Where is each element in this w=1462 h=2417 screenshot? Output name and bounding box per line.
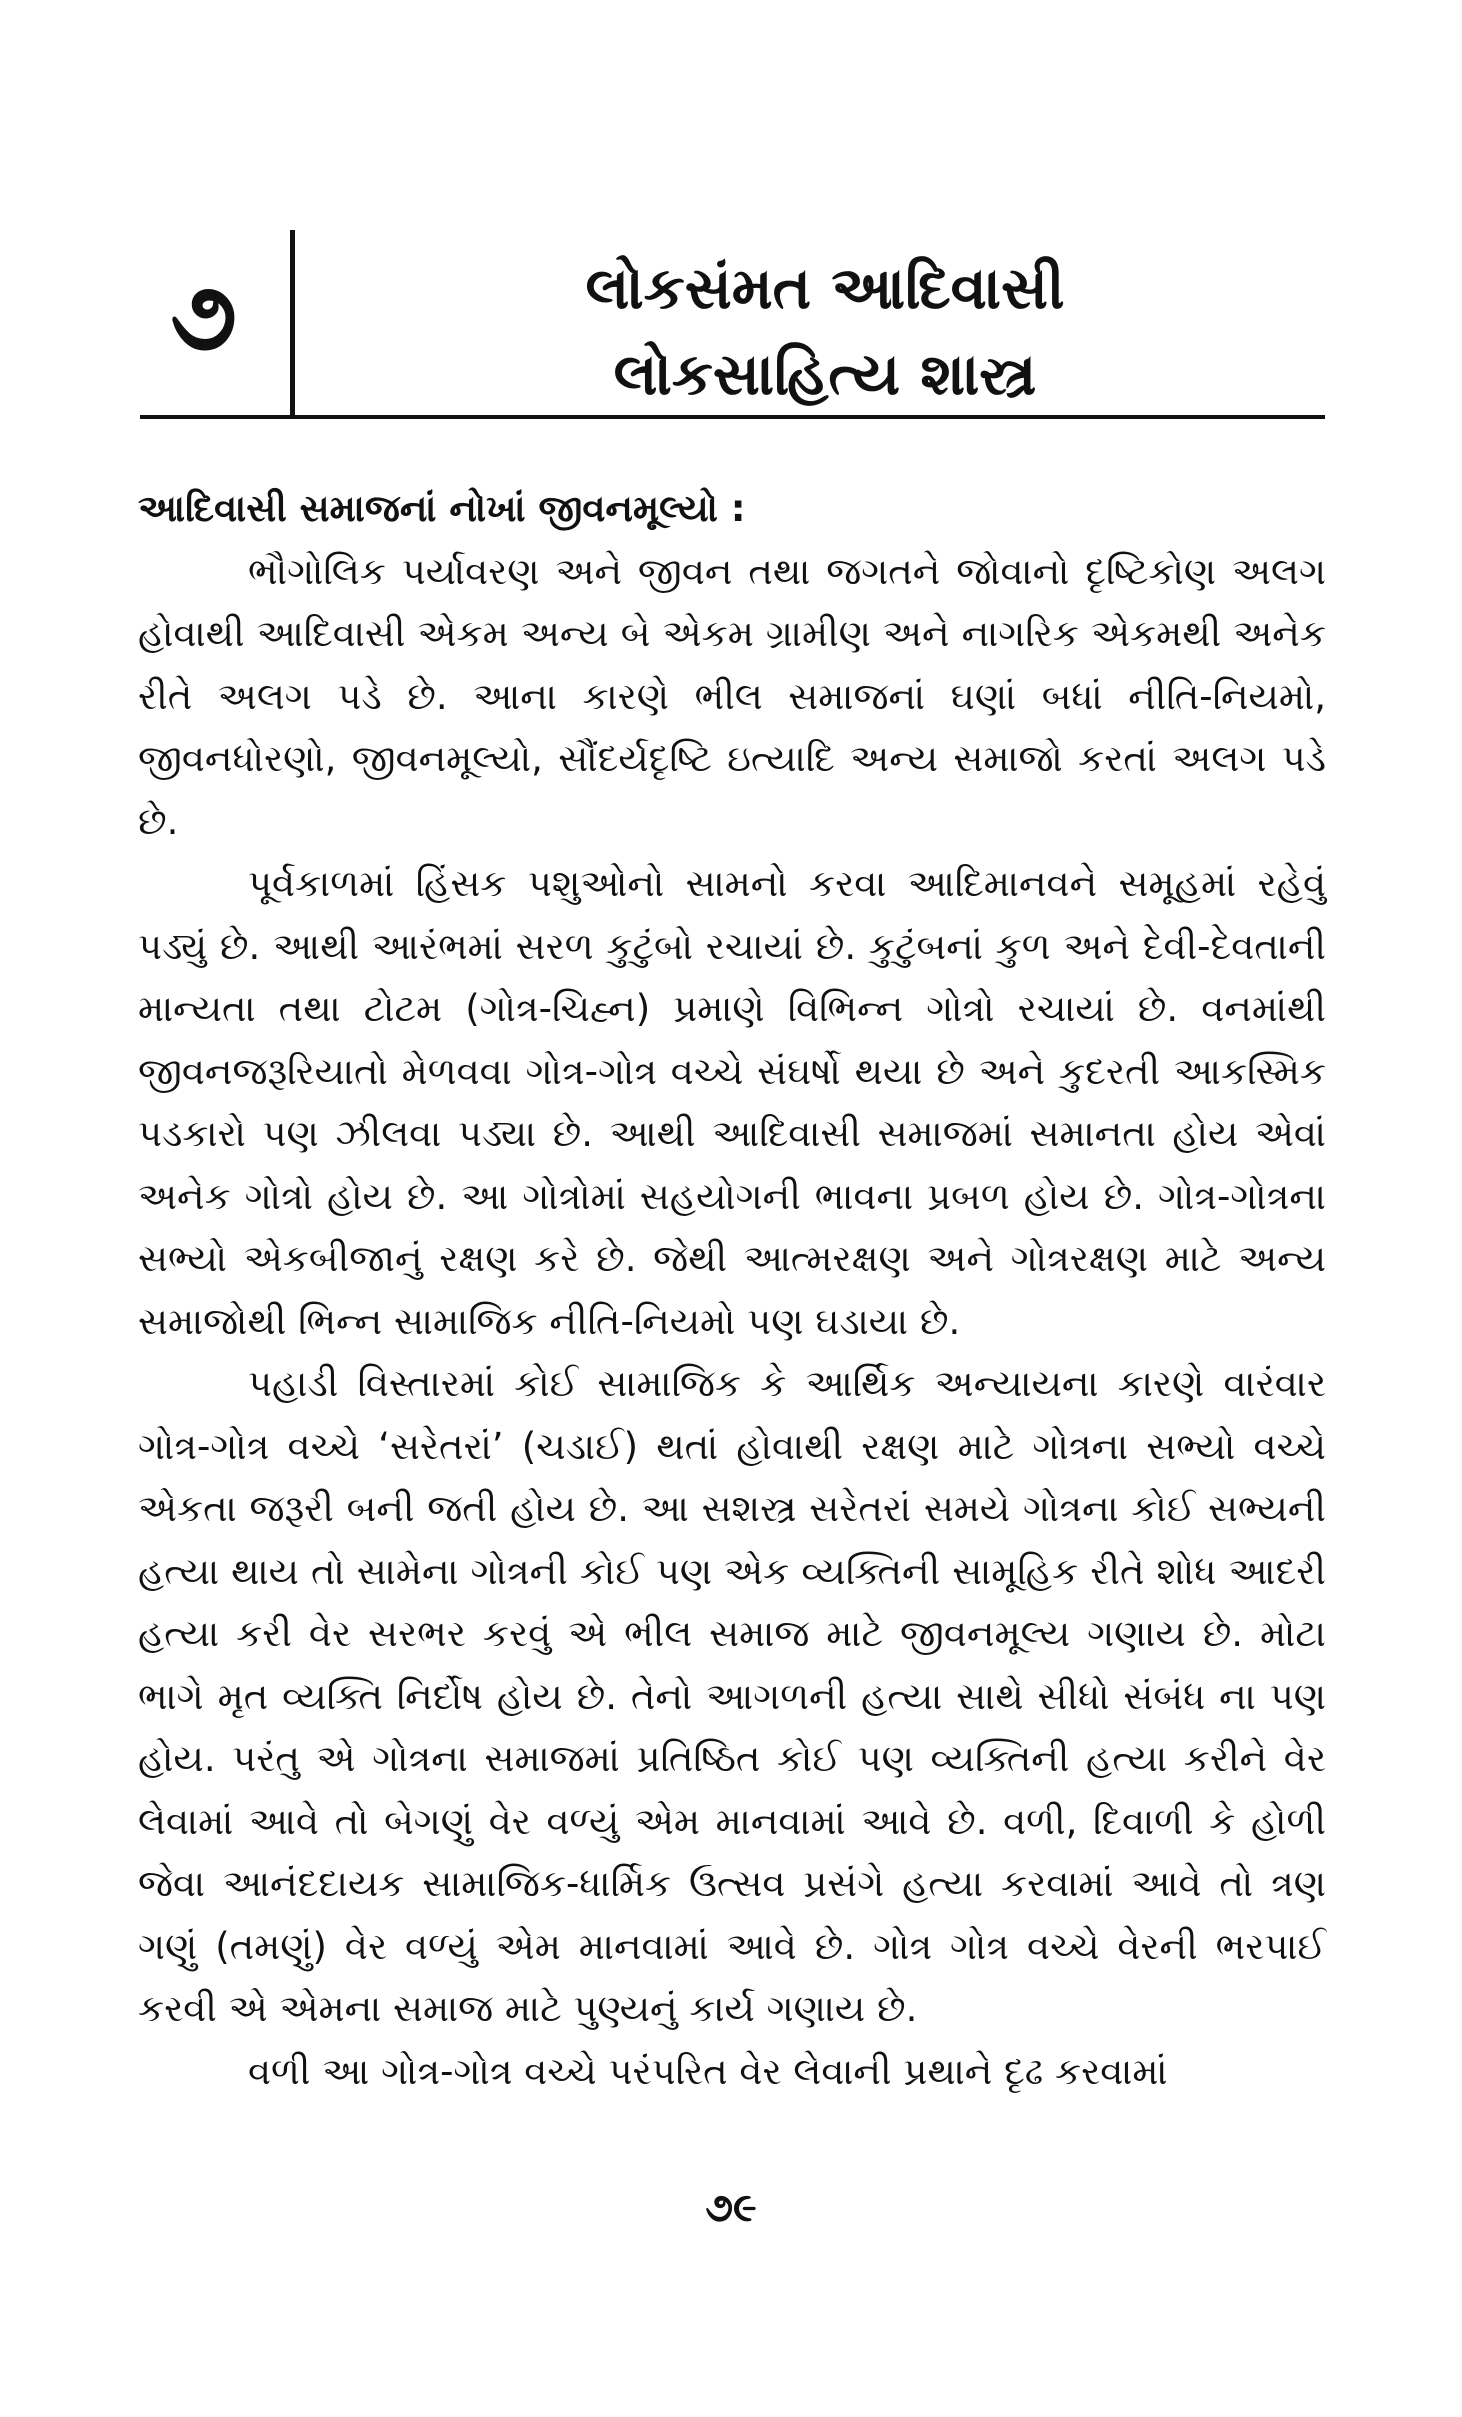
page-body [138,478,1326,2103]
header-divider [290,230,295,415]
section-heading: આદિવાસી સમાજનાં નોખાં જીવનમૂલ્યો : [138,487,746,530]
paragraph-4: વળી આ ગોત્ર-ગોત્ર વચ્ચે પરંપરિત વેર લેવાની પ્રથાને દૃઢ કરવામાં [248,2049,1168,2093]
chapter-title-line-2: લોકસાહિત્ય શાસ્ત્ર [613,340,1037,408]
chapter-title [325,245,1325,417]
paragraph-1: ભૌગોલિક પર્યાવરણ અને જીવન તથા જગતને જોવાનો દૃષ્ટિકોણ અલગ હોવાથી આદિવાસી એકમ અન્ય બે એકમ ગ્રામીણ અને નાગરિક એકમથી અનેક રીતે અલગ પડે છે. આના કારણે ભીલ સમાજનાં ઘણાં બધાં નીતિ-નિયમો, જીવનધોરણો, જીવનમૂલ્યો, સૌંદર્યદૃષ્ટિ ઇત્યાદિ અન્ય સમાજો કરતાં અલગ પડે છે. [138,549,1326,843]
chapter-title-line-1: લોકસંમત આદિવાસી [585,254,1065,322]
paragraph-2: પૂર્વકાળમાં હિંસક પશુઓનો સામનો કરવા આદિમાનવને સમૂહમાં રહેવું પડ્યું છે. આથી આરંભમાં સરળ કુટુંબો રચાયાં છે. કુટુંબનાં કુળ અને દેવી-દેવતાની માન્યતા તથા ટોટમ (ગોત્ર-ચિહ્ન) પ્રમાણે વિભિન્ન ગોત્રો રચાયાં છે. વનમાંથી જીવનજરૂરિયાતો મેળવવા ગોત્ર-ગોત્ર વચ્ચે સંઘર્ષો થયા છે અને કુદરતી આકસ્મિક પડકારો પણ ઝીલવા પડ્યા છે. આથી આદિવાસી સમાજમાં સમાનતા હોય એવાં અનેક ગોત્રો હોય છે. આ ગોત્રોમાં સહયોગની ભાવના પ્રબળ હોય છે. ગોત્ર-ગોત્રના સભ્યો એકબીજાનું રક્ષણ કરે છે. જેથી આત્મરક્ષણ અને ગોત્રરક્ષણ માટે અન્ય સમાજોથી ભિન્ન સામાજિક નીતિ-નિયમો પણ ઘડાયા છે. [138,862,1326,1343]
chapter-header [140,230,1325,419]
page-number: ૭૯ [705,2185,757,2231]
chapter-number: ૭ [170,260,237,372]
paragraph-3: પહાડી વિસ્તારમાં કોઈ સામાજિક કે આર્થિક અન્યાયના કારણે વારંવાર ગોત્ર-ગોત્ર વચ્ચે ‘સરેતરાં’ (ચડાઈ) થતાં હોવાથી રક્ષણ માટે ગોત્રના સભ્યો વચ્ચે એકતા જરૂરી બની જતી હોય છે. આ સશસ્ત્ર સરેતરાં સમયે ગોત્રના કોઈ સભ્યની હત્યા થાય તો સામેના ગોત્રની કોઈ પણ એક વ્યક્તિની સામૂહિક રીતે શોધ આદરી હત્યા કરી વેર સરભર કરવું એ ભીલ સમાજ માટે જીવનમૂલ્ય ગણાય છે. મોટા ભાગે મૃત વ્યક્તિ નિર્દોષ હોય છે. તેનો આગળની હત્યા સાથે સીધો સંબંધ ના પણ હોય. પરંતુ એ ગોત્રના સમાજમાં પ્રતિષ્ઠિત કોઈ પણ વ્યક્તિની હત્યા કરીને વેર લેવામાં આવે તો બેગણું વેર વળ્યું એમ માનવામાં આવે છે. વળી, દિવાળી કે હોળી જેવા આનંદદાયક સામાજિક-ધાર્મિક ઉત્સવ પ્રસંગે હત્યા કરવામાં આવે તો ત્રણ ગણું (તમણું) વેર વળ્યું એમ માનવામાં આવે છે. ગોત્ર ગોત્ર વચ્ચે વેરની ભરપાઈ કરવી એ એમના સમાજ માટે પુણ્યનું કાર્ય ગણાય છે. [138,1362,1326,2030]
